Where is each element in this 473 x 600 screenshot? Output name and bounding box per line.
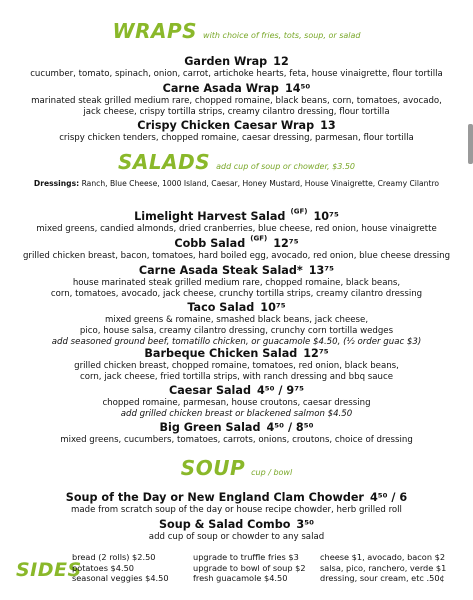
item-description: corn, jack cheese, fried tortilla strips, with ranch dressing and bbq sauce — [80, 372, 393, 382]
item-description: jack cheese, crispy tortilla strips, creamy cilantro dressing, flour tortilla — [83, 107, 390, 117]
item-addon-note: add grilled chicken breast or blackened salmon $4.50 — [120, 409, 353, 419]
sides-title: SIDES — [16, 559, 82, 581]
item-price: 13 — [320, 119, 336, 132]
item-addon-note: add seasoned ground beef, tomatillo chicken, or guacamole $4.50, (½ order guac $3) — [51, 337, 422, 347]
gf-tag: (GF) — [290, 207, 308, 216]
menu-item-carne-asada-wrap — [14, 77, 459, 118]
item-description: add cup of soup or chowder to any salad — [148, 532, 325, 542]
menu-item-crispy-chicken-caesar-wrap — [14, 114, 459, 144]
item-price: 10⁷⁵ — [313, 210, 339, 223]
sides-column-3 — [320, 552, 446, 584]
item-name: Cobb Salad — [174, 237, 246, 250]
gf-tag: (GF) — [250, 234, 268, 243]
wraps-subtitle: with choice of fries, tots, soup, or salad — [203, 31, 361, 40]
item-description: house marinated steak grilled medium rare, chopped romaine, black beans, — [72, 278, 401, 288]
menu-item-barbeque-chicken-salad — [14, 342, 459, 383]
soup-header — [0, 456, 473, 480]
item-name: Carne Asada Steak Salad* — [138, 264, 303, 277]
side-item: upgrade to bowl of soup $2 — [193, 562, 306, 573]
side-item: salsa, pico, ranchero, verde $1 — [320, 562, 447, 573]
item-description: chopped romaine, parmesan, house croutons, caesar dressing — [102, 398, 371, 408]
item-description: corn, tomatoes, avocado, jack cheese, crunchy tortilla strips, creamy cilantro dressing — [50, 289, 423, 299]
item-description: mixed greens, cucumbers, tomatoes, carrots, onions, croutons, choice of dressing — [60, 435, 413, 445]
side-item: fresh guacamole $4.50 — [193, 573, 288, 583]
menu-item-garden-wrap — [14, 50, 459, 80]
side-item: upgrade to truffle fries $3 — [193, 552, 299, 562]
item-name: Garden Wrap — [184, 55, 268, 68]
item-name: Caesar Salad — [168, 384, 251, 397]
item-name: Soup & Salad Combo — [159, 518, 291, 531]
item-name: Barbeque Chicken Salad — [144, 347, 298, 360]
item-description: grilled chicken breast, bacon, tomatoes, hard boiled egg, avocado, red onion, blue cheese dressing — [22, 251, 451, 261]
item-description: pico, house salsa, creamy cilantro dressing, crunchy corn tortilla wedges — [79, 326, 394, 336]
dressings-line — [0, 179, 473, 188]
item-name: Carne Asada Wrap — [162, 82, 279, 95]
item-description: mixed greens, candied almonds, dried cranberries, blue cheese, red onion, house vinaigrette — [36, 224, 437, 234]
salads-header — [0, 150, 473, 174]
item-name: Taco Salad — [187, 301, 255, 314]
item-price: 14⁵⁰ — [284, 82, 311, 95]
item-name: Big Green Salad — [159, 421, 261, 434]
sides-column-1 — [72, 552, 169, 584]
item-description: mixed greens & romaine, smashed black beans, jack cheese, — [104, 315, 369, 325]
item-price: 4⁵⁰ / 9⁷⁵ — [256, 384, 304, 397]
menu-item-soup-salad-combo — [14, 513, 459, 543]
menu-item-cobb-salad — [14, 232, 459, 262]
dressings-list: Ranch, Blue Cheese, 1000 Island, Caesar, Honey Mustard, House Vinaigrette, Creamy Cilantro — [81, 179, 440, 188]
item-description: marinated steak grilled medium rare, chopped romaine, black beans, corn, tomatoes, avocado, — [31, 96, 442, 106]
item-description: grilled chicken breast, chopped romaine, tomatoes, red onion, black beans, — [74, 361, 399, 371]
dressings-label: Dressings: — [33, 179, 80, 188]
item-price: 10⁷⁵ — [260, 301, 286, 314]
menu-item-taco-salad — [14, 296, 459, 348]
soup-subtitle: cup / bowl — [251, 468, 293, 477]
soup-title: SOUP — [180, 456, 246, 480]
side-item: dressing, sour cream, etc .50¢ — [320, 573, 445, 583]
item-description: crispy chicken tenders, chopped romaine, caesar dressing, parmesan, flour tortilla — [59, 133, 414, 143]
wraps-header — [0, 19, 473, 43]
item-price: 4⁵⁰ / 8⁵⁰ — [266, 421, 314, 434]
side-item: cheese $1, avocado, bacon $2 — [320, 552, 446, 562]
wraps-title: WRAPS — [112, 19, 198, 43]
menu-item-carne-asada-steak-salad — [14, 259, 459, 300]
item-name: Crispy Chicken Caesar Wrap — [137, 119, 315, 132]
side-item: bread (2 rolls) $2.50 — [72, 552, 156, 562]
item-price: 12 — [273, 55, 289, 68]
item-name: Limelight Harvest Salad — [134, 210, 286, 223]
item-description: cucumber, tomato, spinach, onion, carrot, artichoke hearts, feta, house vinaigrette, flour tortilla — [30, 69, 443, 79]
salads-subtitle: add cup of soup or chowder, $3.50 — [216, 162, 355, 171]
item-price: 4⁵⁰ / 6 — [369, 491, 408, 504]
sides-column-2 — [193, 552, 306, 584]
menu-item-limelight-harvest-salad — [14, 205, 459, 235]
salads-title: SALADS — [118, 150, 211, 174]
item-description: made from scratch soup of the day or house recipe chowder, herb grilled roll — [71, 505, 402, 515]
item-price: 13⁷⁵ — [308, 264, 335, 277]
item-name: Soup of the Day or New England Clam Chowder — [65, 491, 364, 504]
item-price: 12⁷⁵ — [273, 237, 299, 250]
item-price: 3⁵⁰ — [296, 518, 314, 531]
menu-item-soup-of-the-day — [14, 486, 459, 516]
menu-item-caesar-salad — [14, 379, 459, 420]
side-item: seasonal veggies $4.50 — [72, 573, 169, 583]
side-item: potatoes $4.50 — [72, 562, 134, 573]
item-price: 12⁷⁵ — [303, 347, 329, 360]
menu-item-big-green-salad — [14, 416, 459, 446]
